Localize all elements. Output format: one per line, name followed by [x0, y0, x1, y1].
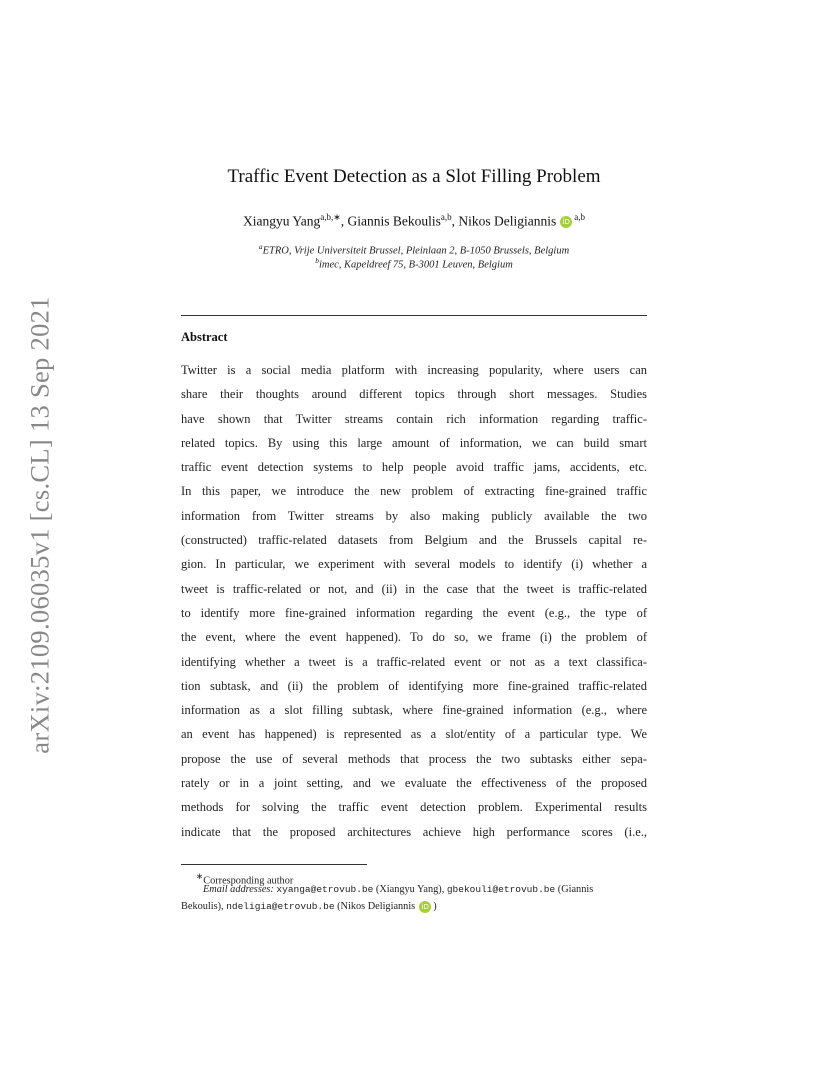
arxiv-sidebar [18, 290, 62, 760]
abstract-line: gion. In particular, we experiment with several models to identify (i) whether a [181, 557, 647, 572]
abstract-line: information from Twitter streams by also making publicly available the two [181, 508, 647, 523]
orcid-icon[interactable]: iD [560, 216, 572, 228]
abstract-line: methods for solving the traffic event detection problem. Experimental results [181, 800, 647, 815]
email-label: Email addresses: [203, 884, 274, 895]
abstract-line: the event, where the event happened). To do so, we frame (i) the problem of [181, 630, 647, 645]
affiliation-marker: a [258, 242, 263, 251]
email-owner: (Xiangyu Yang), [373, 884, 447, 895]
author-affiliation-marker: a,b [440, 212, 452, 222]
affiliation-line [0, 256, 828, 271]
abstract-line: indicate that the proposed architectures achieve high performance scores (i.e., [181, 824, 647, 839]
section-divider [181, 315, 647, 316]
affiliation-marker: b [315, 256, 319, 265]
footnote-marker: ∗ [196, 871, 204, 881]
abstract-line: Twitter is a social media platform with increasing popularity, where users can [181, 363, 647, 377]
footnote-close-paren: ) [433, 901, 437, 912]
abstract-line: propose the use of several methods that process the two subtasks either sepa- [181, 751, 647, 766]
footnote-text: Corresponding author [203, 875, 294, 887]
abstract-line: related topics. By using this large amount of information, we can build smart [181, 435, 647, 450]
abstract-line: In this paper, we introduce the new problem of extracting fine-grained traffic [181, 484, 647, 499]
arxiv-identifier: arXiv:2109.06035v1 [cs.CL] 13 Sep 2021 [24, 296, 55, 754]
author-affiliation-marker: a,b [574, 212, 586, 222]
affiliation-text: ETRO, Vrije Universiteit Brussel, Pleinlaan 2, B-1050 Brussels, Belgium [262, 245, 570, 257]
abstract-line: tion subtask, and (ii) the problem of identifying more fine-grained traffic-related [181, 678, 647, 693]
abstract-line: identifying whether a tweet is a traffic-related event or not as a text classifica- [181, 654, 647, 669]
author-affiliation-marker: a,b,∗ [320, 212, 341, 222]
author-name: Xiangyu Yang [242, 213, 321, 229]
email-owner: (Giannis [555, 884, 594, 895]
footnote-emails [203, 882, 653, 898]
email-link[interactable]: ndeligia@etrovub.be [226, 901, 335, 912]
abstract-line: rately or in a joint setting, and we evaluate the effectiveness of the proposed [181, 776, 647, 791]
abstract-line: information as a slot filling subtask, where fine-grained information (e.g., where [181, 703, 647, 718]
author-name: Nikos Deligiannis [458, 213, 557, 229]
author-name: Giannis Bekoulis [347, 213, 441, 229]
abstract-line: traffic event detection systems to help people avoid traffic jams, accidents, etc. [181, 460, 647, 475]
email-link[interactable]: gbekouli@etrovub.be [446, 884, 556, 895]
paper-title: Traffic Event Detection as a Slot Filling Problem [227, 166, 601, 187]
abstract-body [181, 360, 647, 846]
orcid-icon[interactable]: iD [419, 901, 431, 913]
author-separator: , [340, 213, 348, 229]
email-owner: (Nikos Deligiannis [334, 901, 416, 912]
author-list [0, 212, 828, 230]
abstract-line: tweet is traffic-related or not, and (ii) in the case that the tweet is traffic-related [181, 581, 647, 596]
abstract-line: have shown that Twitter streams contain rich information regarding traffic- [181, 411, 647, 426]
abstract-heading: Abstract [181, 330, 228, 344]
abstract-line: (constructed) traffic-related datasets from Belgium and the Brussels capital re- [181, 533, 647, 548]
affiliation-line [0, 242, 828, 257]
abstract-line: to identify more fine-grained information regarding the event (e.g., the type of [181, 605, 647, 620]
author-separator: , [451, 213, 459, 229]
abstract-line: share their thoughts around different topics through short messages. Studies [181, 387, 647, 402]
affiliation-text: imec, Kapeldreef 75, B-3001 Leuven, Belgium [318, 259, 513, 271]
email-owner: Bekoulis), [181, 901, 227, 912]
email-link[interactable]: xyanga@etrovub.be [276, 884, 374, 895]
footnote-divider [181, 864, 367, 865]
footnote-emails-continued [181, 899, 651, 915]
abstract-line: an event has happened) is represented as a slot/entity of a particular type. We [181, 727, 647, 742]
